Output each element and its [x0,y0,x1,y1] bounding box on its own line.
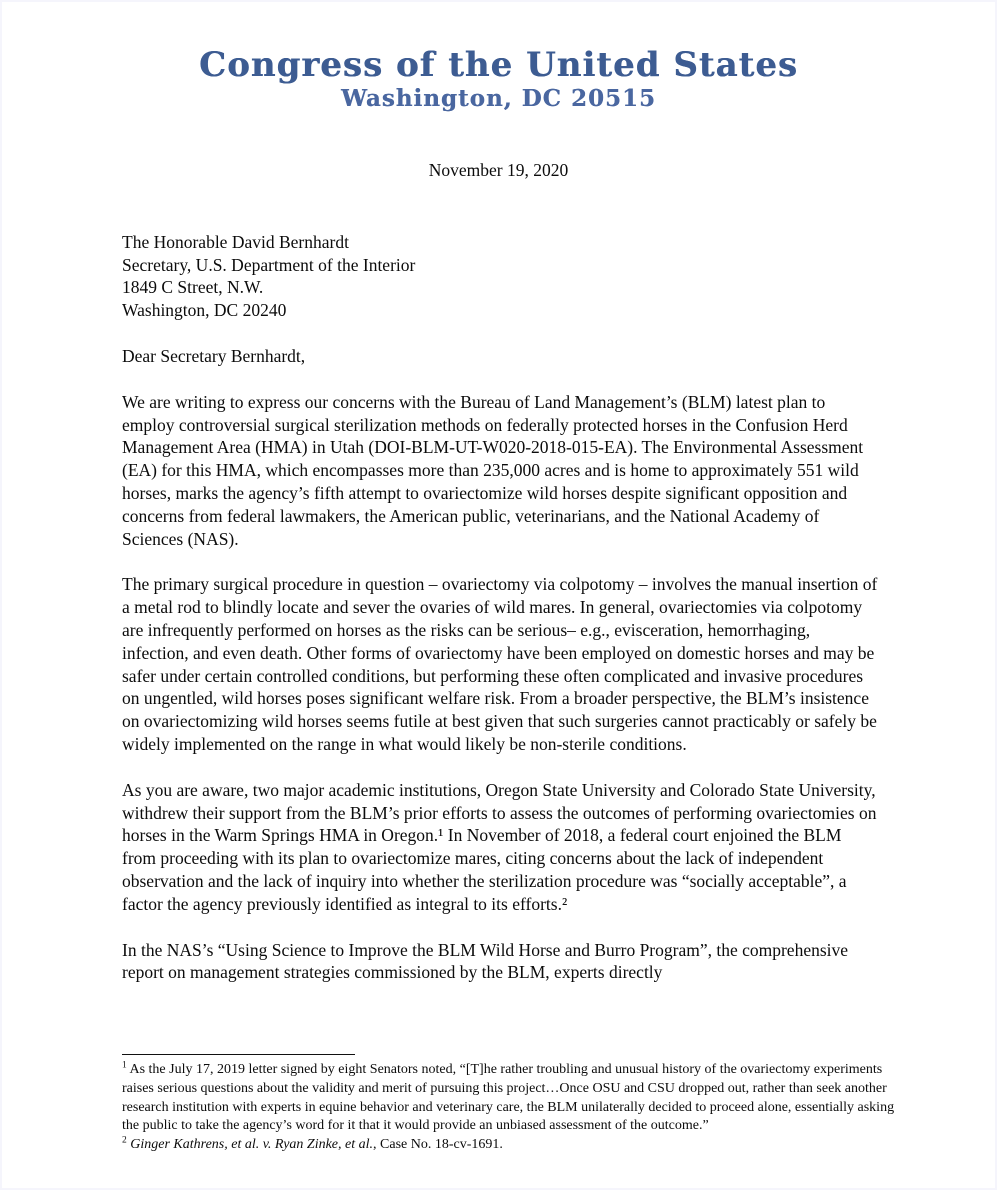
date-line: November 19, 2020 [428,159,569,180]
paragraph-3: As you are aware, two major academic institutions, Oregon State University and Colorado State University, withdrew their support from the BLM’s prior efforts to assess the outcomes of performing ovariectomies on horses in the Warm Springs HMA in Oregon.¹ In November of 2018, a federal court enjoined the BLM from proceeding with its plan to ovariectomize mares, citing concerns about the lack of independent observation and the lack of inquiry into whether the sterilization procedure was “socially acceptable”, a factor the agency previously identified as integral to its efforts.² [122,779,877,914]
footnote-separator-rule [122,1054,355,1055]
footnote-1 [122,1061,895,1136]
letter-body [2,231,995,984]
recipient-name: The Honorable David Bernhardt [122,231,349,252]
footnote-2 [122,1136,895,1155]
footnote-2-case-citation: Ginger Kathrens, et al. v. Ryan Zinke, et al. [126,1137,374,1153]
salutation: Dear Secretary Bernhardt, [122,346,306,367]
recipient-city: Washington, DC 20240 [122,300,287,321]
recipient-street: 1849 C Street, N.W. [122,277,264,298]
footnote-2-marker: 2 [122,1135,127,1146]
letterhead-title: Congress of the United States [199,45,798,85]
footnote-1-marker: 1 [122,1060,127,1071]
paragraph-1: We are writing to express our concerns with the Bureau of Land Management’s (BLM) latest plan to employ controversial surgical sterilization methods on federally protected horses in the Confusion Herd Management Area (HMA) in Utah (DOI-BLM-UT-W020-2018-015-EA). The Environmental Assessment (EA) for this HMA, which encompasses more than 235,000 acres and is home to approximately 551 wild horses, marks the agency’s fifth attempt to ovariectomize wild horses despite significant opposition and concerns from federal lawmakers, the American public, veterinarians, and the National Academy of Sciences (NAS). [122,391,864,549]
recipient-title: Secretary, U.S. Department of the Interior [122,254,416,275]
footnote-2-case-number: , Case No. 18-cv-1691. [373,1137,503,1153]
footnote-1-text: As the July 17, 2019 letter signed by eight Senators noted, “[T]he rather troubling and unusual history of the ovariectomy experiments raises serious questions about the validity and merit of pursuing this project…Once OSU and CSU dropped out, rather than seek another research institution with experts in equine behavior and veterinary care, the BLM unilaterally decided to proceed alone, essentially asking the public to take the agency’s word for it that it would provide an unbiased assessment of the outcome.” [122,1062,895,1134]
recipient-address [122,231,879,322]
paragraph-4: In the NAS’s “Using Science to Improve the BLM Wild Horse and Burro Program”, the comprehensive report on management strategies commissioned by the BLM, experts directly [122,939,849,983]
letterhead [2,2,995,112]
paragraph-2: The primary surgical procedure in question – ovariectomy via colpotomy – involves the manual insertion of a metal rod to blindly locate and sever the ovaries of wild mares. In general, ovariectomies via colpotomy are infrequently performed on horses as the risks can be serious– e.g., evisceration, hemorrhaging, infection, and even death. Other forms of ovariectomy have been employed on domestic horses and may be safer under certain controlled conditions, but performing these often complicated and invasive procedures on ungentled, wild horses poses significant welfare risk. From a broader perspective, the BLM’s insistence on ovariectomizing wild horses seems futile at best given that such surgeries cannot practicably or safely be widely implemented on the range in what would likely be non-sterile conditions. [122,574,878,754]
footnote-section [122,1054,895,1155]
letterhead-subtitle: Washington, DC 20515 [341,85,656,113]
